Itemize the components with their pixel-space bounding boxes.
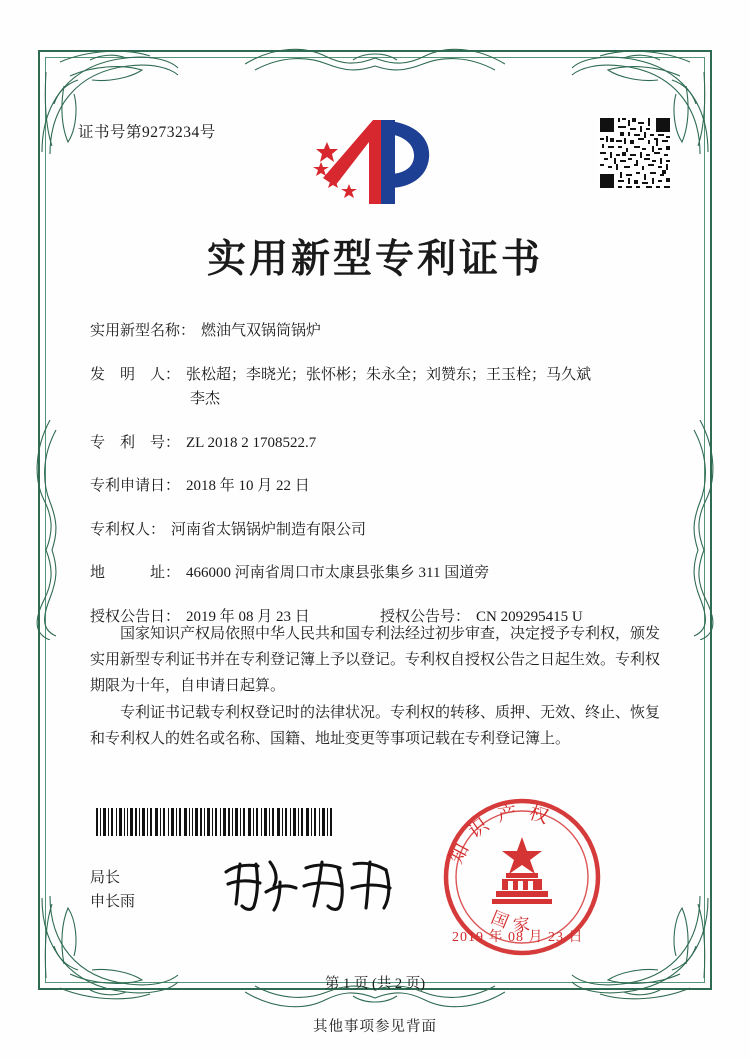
grant-date-value: 2019 年 08 月 23 日: [186, 608, 310, 625]
field-value: 2018 年 10 月 22 日: [186, 478, 310, 494]
field-label: 实用新型名称：: [90, 323, 196, 339]
field-value: 张松超；李晓光；张怀彬；朱永全；刘赞东；王玉栓；马久斌: [186, 366, 592, 383]
certificate-number: 证书号第9273234号: [78, 124, 216, 141]
signature-labels: [90, 866, 135, 914]
field-row-patent-number: [90, 432, 670, 455]
field-row-application-date: [90, 475, 670, 498]
field-row-inventors: [90, 364, 670, 411]
page-title: 实用新型专利证书: [206, 238, 543, 281]
field-value: 燃油气双锅筒锅炉: [201, 323, 322, 339]
grant-date-label: 授权公告日：: [90, 608, 181, 625]
paragraph-2: 专利证书记载专利权登记时的法律状况。专利权的转移、质押、无效、终止、恢复和专利权人的姓名或名称、国籍、地址变更等事项记载在专利登记簿上。: [90, 705, 661, 748]
field-label: 专利权人：: [90, 521, 166, 538]
legal-text-block: [90, 622, 660, 755]
page-number: 第 1 页 (共 2 页): [324, 976, 426, 992]
field-value: 466000 河南省周口市太康县张集乡 311 国道旁: [186, 565, 490, 581]
svg-text:国家: 国家: [488, 907, 539, 936]
field-label: 发 明 人：: [90, 366, 181, 383]
field-label: 地 址：: [90, 565, 181, 581]
field-row-address: [90, 562, 670, 585]
patent-office-logo-icon: [311, 112, 439, 212]
director-signature: [218, 852, 398, 916]
qr-code-icon: [598, 116, 672, 190]
director-name-label: 申长雨: [90, 894, 136, 910]
svg-text:知识产权: 知识产权: [446, 801, 561, 868]
field-label: 专利申请日：: [90, 478, 181, 494]
director-role-label: 局长: [90, 870, 121, 886]
paragraph-1: 国家知识产权局依照中华人民共和国专利法经过初步审查，决定授予专利权，颁发实用新型专利证书并在专利登记簿上予以登记。专利权自授权公告之日起生效。专利权期限为十年，自申请日起算。: [90, 626, 661, 694]
seal-date: 2019 年 08 月 23 日: [452, 930, 584, 945]
field-label: 专 利 号：: [90, 434, 181, 451]
field-value-continued: 李杰: [190, 391, 221, 407]
field-list: [90, 320, 670, 649]
grant-number-label: 授权公告号：: [380, 608, 471, 625]
field-row-patentee: [90, 519, 670, 542]
field-value: ZL 2018 2 1708522.7: [186, 434, 317, 451]
barcode-icon: [96, 808, 336, 836]
grant-number-value: CN 209295415 U: [476, 608, 583, 625]
field-row-utility-model-name: [90, 320, 670, 343]
footer-note: 其他事项参见背面: [313, 1019, 437, 1035]
field-value: 河南省太锅锅炉制造有限公司: [171, 521, 367, 538]
